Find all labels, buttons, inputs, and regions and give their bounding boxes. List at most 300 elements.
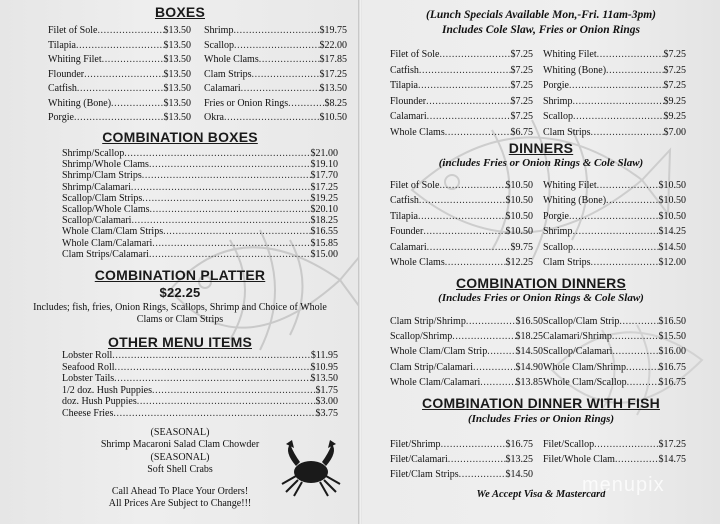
- menu-item-price: $20.10: [310, 204, 338, 216]
- menu-item-row: [204, 68, 347, 83]
- menu-item-price: $10.50: [658, 195, 686, 207]
- menu-item-price: $14.50: [515, 346, 543, 358]
- dinners-heading: DINNERS: [508, 140, 574, 156]
- dinners-subtitle: (includes Fries or Onion Rings & Cole Slaw): [438, 157, 644, 169]
- menu-item-row: [543, 224, 686, 239]
- menu-item-name: Whole Clam/Calamari: [390, 376, 481, 388]
- dot-leader: [152, 385, 316, 397]
- dot-leader: [572, 224, 658, 239]
- menu-item-row: [62, 170, 338, 181]
- menu-item-name: Clam Strip/Shrimp: [390, 316, 466, 327]
- menu-item-price: $13.50: [163, 83, 191, 94]
- dot-leader: [234, 39, 320, 54]
- menu-item-name: Whole Clams: [204, 54, 259, 65]
- dot-leader: [131, 215, 310, 226]
- menu-item-row: [543, 47, 686, 63]
- lunch-list-col1: [390, 47, 533, 141]
- lunch-specials-subtitle: Includes Cole Slaw, Fries or Onion Rings: [442, 24, 640, 36]
- menu-item-price: $18.25: [515, 331, 543, 343]
- menu-item-name: Filet/Shrimp: [390, 439, 441, 450]
- menu-item-name: Filet/Whole Clam: [543, 454, 615, 465]
- dot-leader: [77, 82, 164, 97]
- menu-item-row: [390, 178, 533, 193]
- menu-item-name: Filet/Clam Strips: [390, 469, 459, 480]
- menu-item-row: [543, 209, 686, 224]
- menu-item-row: [390, 255, 533, 270]
- menu-item-row: [204, 24, 347, 39]
- menu-item-name: Whiting Filet: [543, 49, 597, 60]
- call-ahead-text: Call Ahead To Place Your Orders!: [111, 486, 249, 497]
- menu-item-row: [204, 97, 347, 112]
- menu-item-name: Shrimp/Clam Strips: [62, 170, 142, 182]
- menu-item-row: [48, 111, 191, 126]
- menu-item-name: Whole Clam/Clam Strip: [390, 346, 488, 358]
- menu-item-name: Filet/Calamari: [390, 454, 448, 465]
- platter-price: $22.25: [159, 285, 201, 300]
- menu-item-row: [62, 350, 338, 362]
- menu-item-price: $13.25: [505, 454, 533, 465]
- menu-item-price: $13.50: [310, 373, 338, 385]
- menu-item-row: [543, 314, 686, 329]
- combination-dinners-heading: COMBINATION DINNERS: [456, 275, 626, 291]
- menu-item-row: [543, 329, 686, 344]
- menu-item-name: Whole Clam/Shrimp: [543, 361, 627, 373]
- menu-item-price: $13.50: [319, 83, 347, 94]
- menu-item-price: $10.50: [505, 210, 533, 222]
- menu-item-row: [390, 240, 533, 255]
- menu-item-name: Whiting Filet: [48, 54, 102, 65]
- menu-item-price: $10.50: [658, 210, 686, 222]
- menu-item-price: $13.50: [163, 54, 191, 65]
- menu-item-price: $10.50: [319, 112, 347, 123]
- dot-leader: [619, 314, 658, 329]
- combination-dinners-list-col1: [390, 314, 543, 390]
- dot-leader: [427, 240, 511, 255]
- dot-leader: [241, 82, 320, 97]
- menu-item-name: Calamari: [204, 83, 241, 94]
- menu-item-row: [62, 226, 338, 237]
- menu-item-row: [390, 452, 533, 467]
- menu-item-name: Whole Clam/Scallop: [543, 376, 627, 388]
- dot-leader: [572, 94, 663, 110]
- menu-item-price: $9.25: [663, 95, 686, 107]
- menu-item-row: [390, 329, 543, 344]
- dot-leader: [591, 125, 664, 141]
- menu-item-price: $10.95: [310, 361, 338, 373]
- prices-subject-text: All Prices Are Subject to Change!!!: [108, 498, 252, 509]
- menu-item-row: [62, 362, 338, 374]
- dot-leader: [597, 178, 659, 193]
- menu-item-row: [390, 360, 543, 375]
- menu-item-price: $17.25: [310, 181, 338, 193]
- menu-item-price: $17.25: [319, 68, 347, 80]
- menu-item-price: $19.75: [319, 25, 347, 36]
- combination-boxes-list: [62, 148, 338, 260]
- menu-item-name: Clam Strips: [543, 126, 591, 138]
- combination-dinners-subtitle: (Includes Fries or Onion Rings & Cole Slaw): [438, 292, 644, 304]
- menu-item-name: Scallop/Calamari: [62, 215, 132, 227]
- menu-item-name: Flounder: [48, 68, 85, 80]
- menu-item-price: $3.00: [315, 396, 338, 408]
- dot-leader: [224, 111, 320, 126]
- dot-leader: [113, 408, 315, 420]
- combination-platter-heading: COMBINATION PLATTER: [94, 267, 266, 283]
- dot-leader: [594, 437, 658, 452]
- boxes-heading: BOXES: [154, 4, 205, 20]
- boxes-list-col2: [204, 24, 347, 126]
- dot-leader: [439, 178, 505, 193]
- menu-item-row: [543, 109, 686, 125]
- menu-item-row: [390, 109, 533, 125]
- menu-item-name: Lobster Roll: [62, 350, 113, 361]
- menu-item-name: doz. Hush Puppies: [62, 396, 137, 408]
- menu-item-price: $7.00: [663, 126, 686, 138]
- menu-item-row: [204, 39, 347, 54]
- menu-item-price: $14.75: [658, 454, 686, 465]
- dot-leader: [76, 39, 164, 54]
- menu-item-name: Cheese Fries: [62, 407, 114, 419]
- menu-item-price: $13.85: [515, 376, 543, 388]
- menu-item-name: Clam Strip/Calamari: [390, 361, 474, 373]
- menu-item-row: [390, 209, 533, 224]
- menu-item-row: [390, 63, 533, 79]
- menu-item-name: Founder: [390, 226, 424, 238]
- menu-item-row: [48, 97, 191, 112]
- menu-item-price: $22.00: [319, 39, 347, 51]
- dot-leader: [84, 68, 163, 83]
- menu-item-row: [543, 452, 686, 467]
- menu-item-price: $21.00: [310, 148, 338, 159]
- menu-item-price: $7.25: [663, 64, 686, 76]
- menu-item-row: [62, 204, 338, 215]
- menu-item-price: $17.25: [658, 439, 686, 450]
- menu-item-row: [62, 385, 338, 397]
- menu-item-name: Whiting (Bone): [543, 64, 607, 76]
- menu-item-name: Scallop/Shrimp: [390, 331, 453, 343]
- menu-item-row: [62, 215, 338, 226]
- menu-item-name: Tilapia: [390, 210, 418, 222]
- dot-leader: [426, 94, 510, 110]
- menu-item-name: Shrimp: [543, 95, 573, 107]
- menu-item-name: Whole Clams: [390, 257, 445, 269]
- dot-leader: [418, 78, 511, 94]
- menu-item-price: $7.25: [663, 49, 686, 60]
- menu-item-row: [390, 375, 543, 390]
- menu-item-row: [48, 39, 191, 54]
- menu-item-row: [543, 78, 686, 94]
- menu-item-row: [543, 255, 686, 270]
- dot-leader: [615, 452, 659, 467]
- dot-leader: [114, 373, 310, 385]
- menu-item-name: Filet of Sole: [390, 180, 440, 191]
- seasonal-items-line1: Shrimp Macaroni Salad Clam Chowder: [100, 439, 260, 450]
- menu-item-name: Flounder: [390, 95, 427, 107]
- menu-item-name: Shrimp/Calamari: [62, 181, 131, 193]
- menu-item-row: [48, 68, 191, 83]
- menu-item-row: [390, 78, 533, 94]
- menu-item-price: $9.75: [510, 241, 533, 253]
- dinners-list-col1: [390, 178, 533, 270]
- menu-item-row: [543, 178, 686, 193]
- menu-item-price: $10.50: [658, 180, 686, 191]
- dot-leader: [150, 204, 311, 215]
- menu-item-name: Porgie: [48, 112, 74, 123]
- dot-leader: [569, 209, 659, 224]
- dot-leader: [419, 63, 511, 79]
- dot-leader: [606, 63, 663, 79]
- dot-leader: [573, 240, 659, 255]
- menu-item-price: $7.25: [510, 95, 533, 107]
- platter-description-line1: Includes; fish, fries, Onion Rings, Scallops, Shrimp and Choice of Whole: [33, 302, 327, 313]
- menu-item-name: Filet of Sole: [48, 25, 98, 36]
- menu-item-row: [543, 360, 686, 375]
- menu-item-row: [390, 94, 533, 110]
- menu-item-price: $15.85: [310, 237, 338, 249]
- menu-item-row: [62, 148, 338, 159]
- menu-item-price: $14.25: [658, 226, 686, 238]
- menu-item-row: [62, 408, 338, 420]
- menu-item-price: $12.25: [505, 257, 533, 269]
- menu-item-price: $16.50: [658, 316, 686, 327]
- menu-item-row: [390, 314, 543, 329]
- dot-leader: [288, 97, 324, 112]
- dot-leader: [149, 249, 311, 260]
- combination-dinner-fish-subtitle: (Includes Fries or Onion Rings): [467, 413, 615, 425]
- menu-item-row: [62, 249, 338, 260]
- menu-item-name: Catfish: [390, 64, 419, 76]
- menu-item-price: $7.25: [663, 80, 686, 92]
- platter-description-line2: Clams or Clam Strips: [136, 314, 224, 325]
- other-menu-items-heading: OTHER MENU ITEMS: [108, 334, 252, 350]
- dot-leader: [626, 360, 658, 375]
- menu-item-price: $9.25: [663, 111, 686, 123]
- dot-leader: [418, 209, 506, 224]
- lunch-list-col2: [543, 47, 686, 141]
- menu-item-price: $7.25: [510, 111, 533, 123]
- dot-leader: [439, 47, 510, 63]
- combination-dinners-list-col2: [543, 314, 686, 390]
- menu-item-price: $16.75: [505, 439, 533, 450]
- menupix-watermark: menupix: [582, 474, 665, 496]
- lunch-specials-heading: (Lunch Specials Available Mon,-Fri. 11am-3pm): [425, 9, 656, 21]
- menu-item-price: $17.85: [319, 54, 347, 65]
- menu-item-row: [543, 63, 686, 79]
- dot-leader: [427, 109, 511, 125]
- dot-leader: [612, 329, 659, 344]
- menu-item-price: $19.10: [310, 159, 338, 171]
- menu-item-row: [390, 193, 533, 208]
- menu-item-row: [390, 344, 543, 359]
- menu-item-price: $16.75: [658, 361, 686, 373]
- menu-item-name: Okra: [204, 112, 224, 123]
- dot-leader: [606, 193, 658, 208]
- menu-item-price: $14.50: [658, 241, 686, 253]
- dot-leader: [152, 238, 310, 249]
- menu-item-price: $13.50: [163, 25, 191, 36]
- menu-item-price: $18.25: [310, 215, 338, 227]
- menu-item-name: Shrimp: [543, 226, 573, 238]
- menu-item-row: [62, 159, 338, 170]
- menu-item-name: Whiting (Bone): [48, 97, 112, 109]
- menu-item-row: [543, 125, 686, 141]
- menu-item-price: $16.55: [310, 226, 338, 238]
- menu-item-price: $13.50: [163, 97, 191, 109]
- menu-item-row: [62, 396, 338, 408]
- menu-item-name: Shrimp: [204, 25, 234, 36]
- menu-item-name: Scallop: [204, 39, 234, 51]
- other-menu-items-list: [62, 350, 338, 420]
- menu-item-price: $10.50: [505, 195, 533, 207]
- menu-item-price: $7.25: [510, 64, 533, 76]
- dot-leader: [115, 362, 311, 374]
- menu-item-price: $15.50: [658, 331, 686, 343]
- menu-item-price: $17.70: [310, 170, 338, 182]
- dot-leader: [445, 255, 506, 270]
- dot-leader: [452, 329, 515, 344]
- menu-item-name: Tilapia: [48, 39, 76, 51]
- menu-item-price: $13.50: [163, 112, 191, 123]
- menu-item-row: [390, 125, 533, 141]
- menu-item-name: Whole Clams: [390, 126, 445, 138]
- menu-item-name: Catfish: [48, 83, 77, 94]
- menu-item-row: [48, 24, 191, 39]
- menu-item-row: [390, 437, 533, 452]
- menu-item-price: $10.50: [505, 180, 533, 191]
- dot-leader: [573, 109, 664, 125]
- menu-item-row: [543, 240, 686, 255]
- menu-item-name: Seafood Roll: [62, 361, 115, 373]
- dot-leader: [441, 437, 506, 452]
- menu-item-price: $19.25: [310, 192, 338, 204]
- dot-leader: [445, 125, 511, 141]
- menu-item-name: Whole Clam/Calamari: [62, 237, 153, 249]
- menu-item-price: $8.25: [324, 97, 347, 109]
- seasonal-label-2: (SEASONAL): [150, 452, 210, 463]
- menu-item-row: [390, 467, 533, 482]
- menu-item-row: [48, 82, 191, 97]
- accepted-cards-text: We Accept Visa & Mastercard: [476, 489, 606, 500]
- menu-item-price: $11.95: [310, 350, 338, 361]
- menu-item-name: Calamari/Shrimp: [543, 331, 612, 343]
- dot-leader: [142, 170, 311, 181]
- dot-leader: [487, 344, 515, 359]
- menu-item-name: Shrimp/Scallop: [62, 148, 125, 159]
- menu-item-name: Whole Clam/Clam Strips: [62, 226, 164, 238]
- menu-item-name: Scallop/Clam Strips: [62, 192, 143, 204]
- menu-item-name: Whiting (Bone): [543, 195, 607, 207]
- dot-leader: [124, 148, 310, 159]
- menu-item-price: $7.25: [510, 80, 533, 92]
- menu-item-name: Whiting Filet: [543, 180, 597, 191]
- menu-item-name: Calamari: [390, 111, 427, 123]
- menu-item-name: Porgie: [543, 210, 569, 222]
- menu-item-row: [390, 224, 533, 239]
- menu-item-row: [204, 53, 347, 68]
- menu-item-row: [543, 344, 686, 359]
- menu-item-name: Porgie: [543, 80, 569, 92]
- dot-leader: [259, 53, 320, 68]
- menu-item-row: [62, 182, 338, 193]
- menu-item-name: Scallop/Calamari: [543, 346, 613, 358]
- dot-leader: [131, 182, 311, 193]
- menu-item-row: [48, 53, 191, 68]
- menu-item-price: $1.75: [315, 384, 338, 396]
- menu-item-row: [543, 94, 686, 110]
- menu-item-name: Lobster Tails: [62, 373, 115, 385]
- menu-item-name: Scallop: [543, 111, 573, 123]
- dot-leader: [569, 78, 664, 94]
- menu-item-name: Scallop: [543, 241, 573, 253]
- menu-item-price: $7.25: [510, 49, 533, 60]
- dot-leader: [612, 344, 658, 359]
- menu-item-row: [62, 238, 338, 249]
- dot-leader: [459, 467, 506, 482]
- menu-item-name: Filet/Scallop: [543, 439, 595, 450]
- dot-leader: [74, 111, 164, 126]
- menu-item-name: Clam Strips: [543, 257, 591, 269]
- dot-leader: [149, 159, 311, 170]
- dot-leader: [111, 97, 163, 112]
- menu-item-price: $6.75: [510, 126, 533, 138]
- dot-leader: [233, 24, 319, 39]
- menu-item-name: Calamari: [390, 241, 427, 253]
- dot-leader: [627, 375, 659, 390]
- dot-leader: [252, 68, 320, 83]
- menu-item-row: [62, 193, 338, 204]
- menu-item-row: [543, 375, 686, 390]
- dot-leader: [142, 193, 310, 204]
- menu-item-name: Tilapia: [390, 80, 418, 92]
- menu-item-name: Clam Strips/Calamari: [62, 248, 149, 260]
- menu-item-price: $12.00: [658, 257, 686, 269]
- dot-leader: [97, 24, 163, 39]
- menu-item-row: [390, 47, 533, 63]
- dot-leader: [112, 350, 311, 362]
- menu-item-price: $13.50: [163, 68, 191, 80]
- menu-item-price: $10.50: [505, 226, 533, 238]
- menu-item-name: Filet of Sole: [390, 49, 440, 60]
- menu-item-price: $16.00: [658, 346, 686, 358]
- menu-item-name: Fries or Onion Rings: [204, 97, 289, 109]
- dot-leader: [473, 360, 515, 375]
- dot-leader: [480, 375, 515, 390]
- menu-item-price: $3.75: [315, 407, 338, 419]
- menu-item-price: $16.50: [515, 316, 543, 327]
- menu-item-name: Scallop/Clam Strip: [543, 316, 620, 327]
- dot-leader: [423, 224, 505, 239]
- combination-fish-list-col1: [390, 437, 533, 482]
- menu-item-row: [543, 193, 686, 208]
- menu-item-name: Catfish: [390, 195, 419, 207]
- dot-leader: [137, 396, 316, 408]
- dot-leader: [591, 255, 659, 270]
- combination-fish-list-col2: [543, 437, 686, 467]
- menu-item-row: [204, 82, 347, 97]
- menu-item-name: Clam Strips: [204, 68, 252, 80]
- menu-item-price: $15.00: [310, 248, 338, 260]
- menu-item-price: $14.50: [505, 469, 533, 480]
- dot-leader: [102, 53, 164, 68]
- dot-leader: [466, 314, 516, 329]
- menu-item-price: $16.75: [658, 376, 686, 388]
- menu-item-row: [204, 111, 347, 126]
- menu-item-row: [62, 373, 338, 385]
- seasonal-items-line2: Soft Shell Crabs: [147, 464, 213, 475]
- menu-item-row: [543, 437, 686, 452]
- dot-leader: [163, 226, 310, 237]
- dot-leader: [597, 47, 664, 63]
- right-menu-panel: [362, 0, 720, 524]
